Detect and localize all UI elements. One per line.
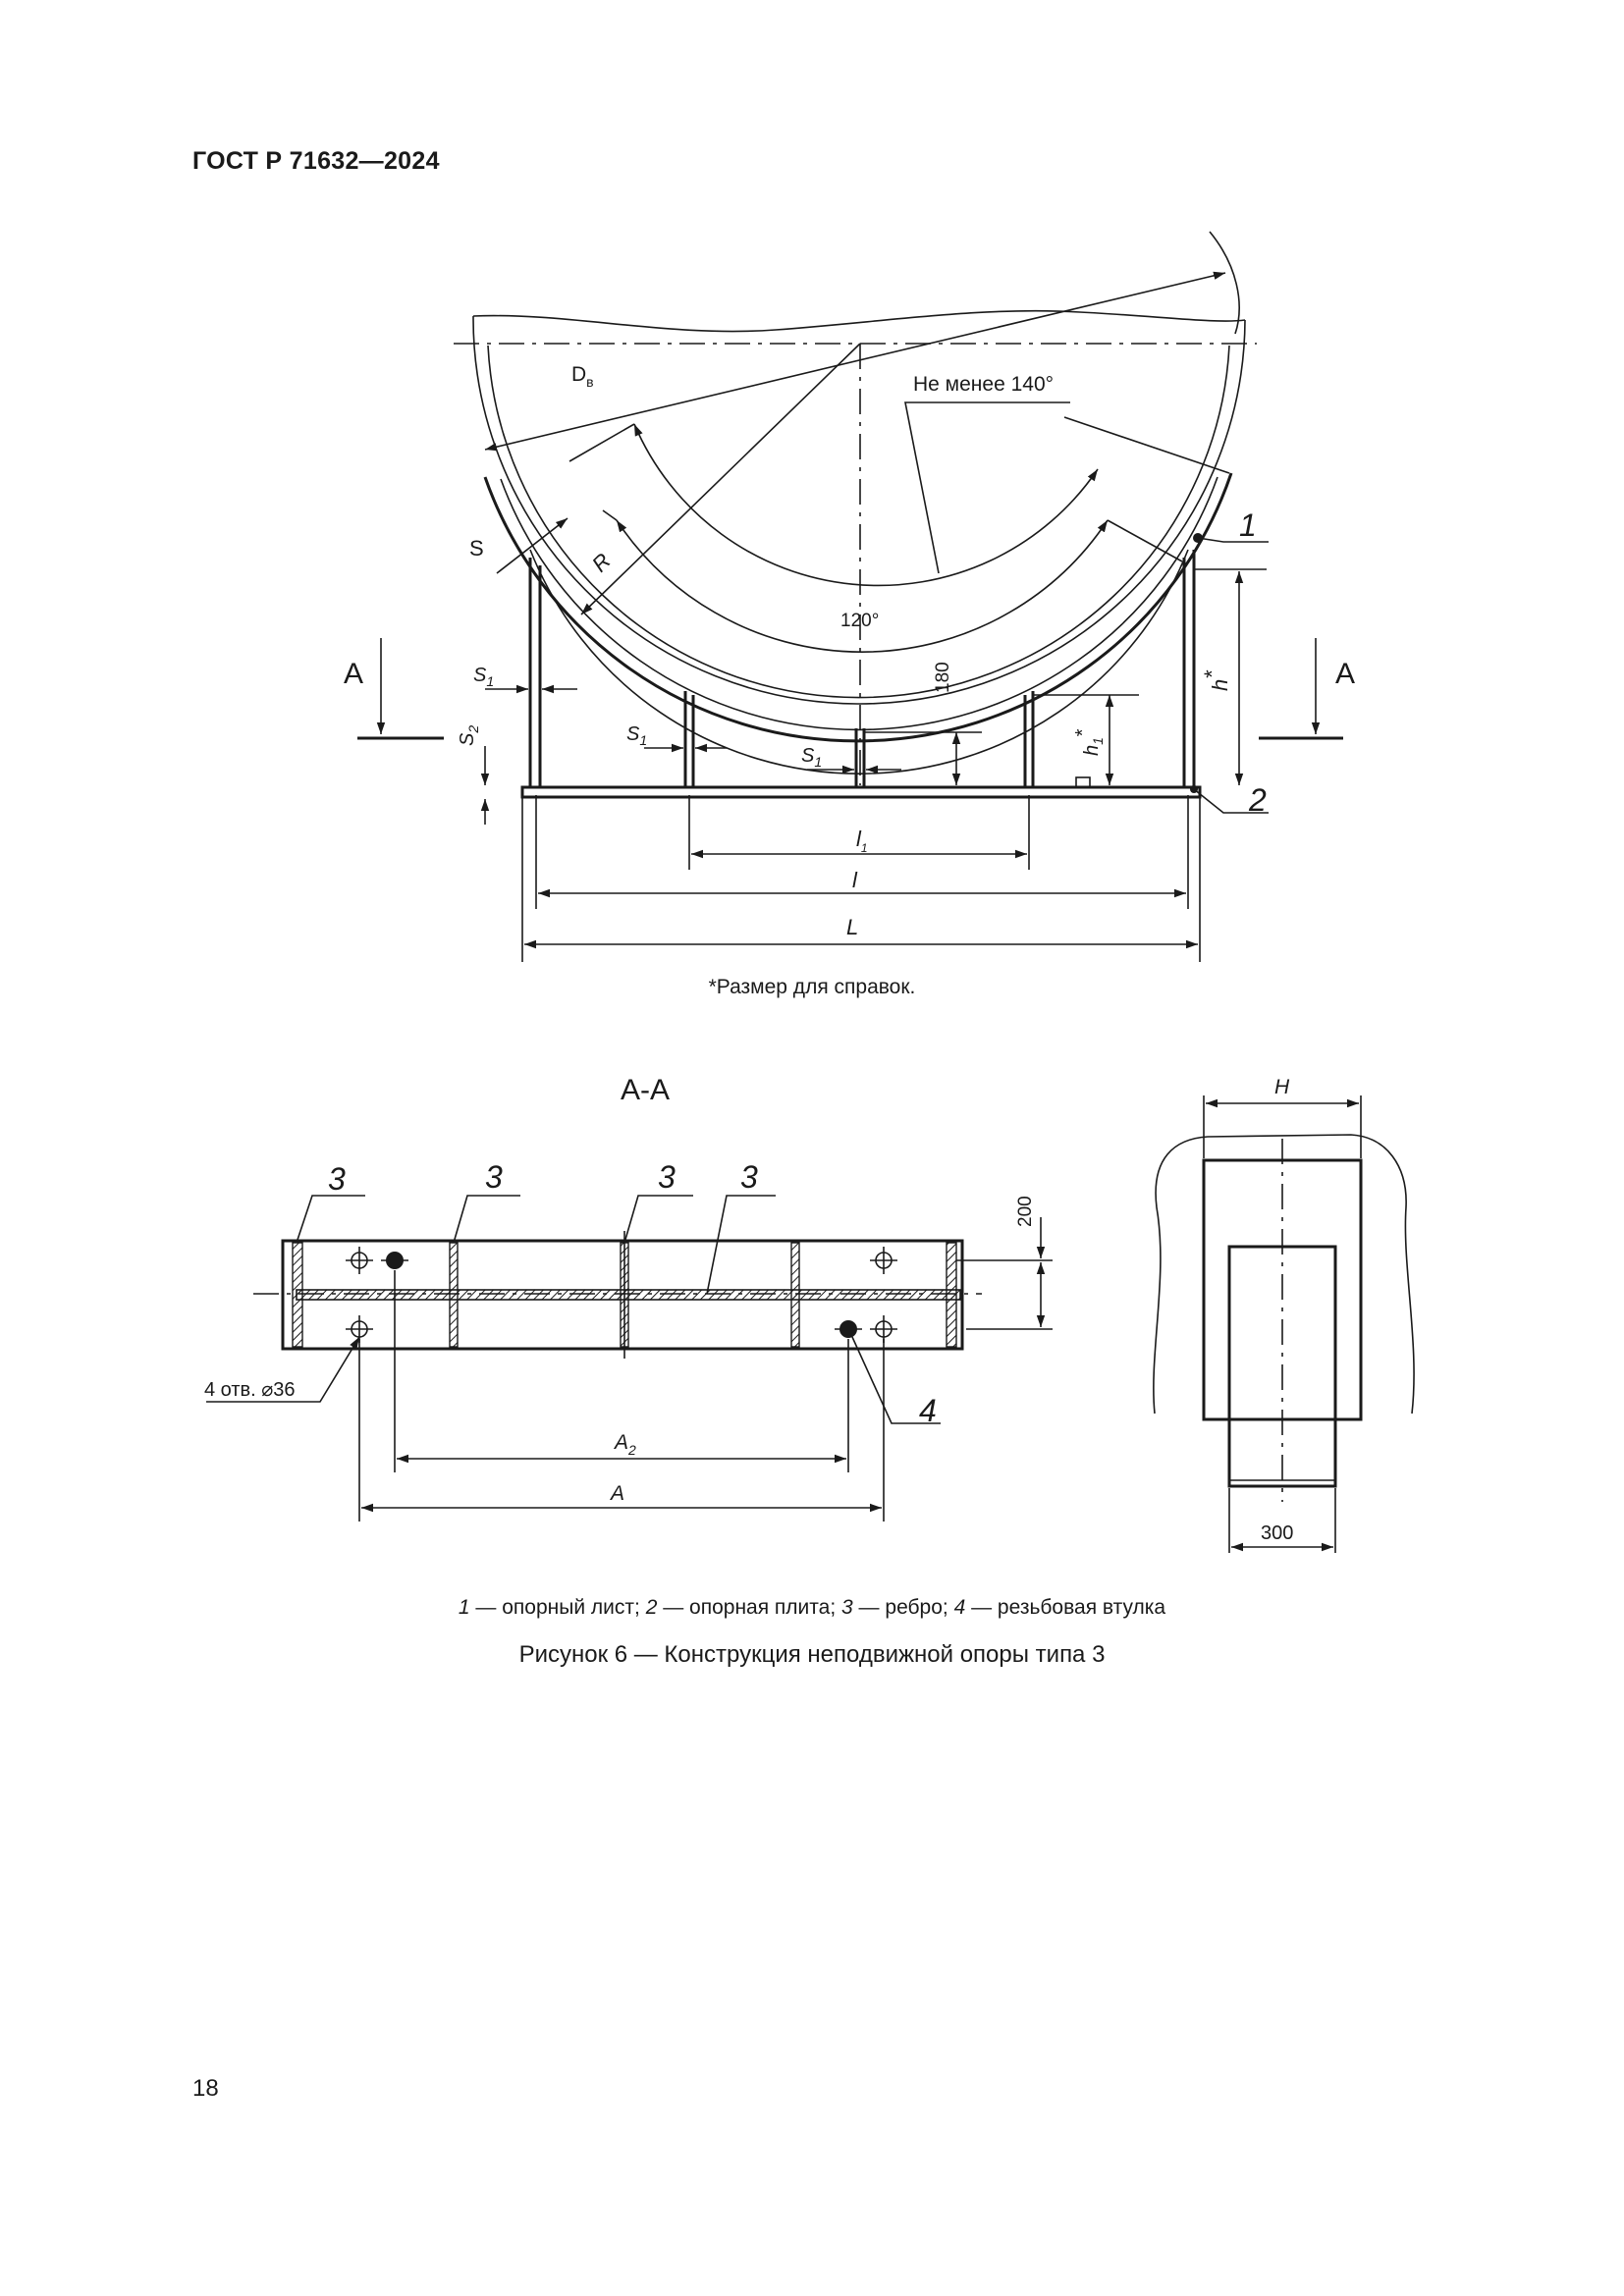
figure-legend: [0, 1596, 1624, 1620]
pipe-break-line: [473, 311, 1245, 332]
angle-140-extension-right: [1064, 417, 1229, 473]
legend-text-3: — ребро;: [852, 1596, 954, 1619]
base-plate: [522, 787, 1200, 797]
side-view: [1154, 1076, 1414, 1553]
support-sheet-outer: [485, 473, 1231, 741]
callout-3-a: 3: [328, 1161, 346, 1197]
label-s1-left: $S_1$: [473, 665, 495, 689]
callout-3-leader-b: [454, 1196, 520, 1243]
label-dim-200: 200: [1015, 1196, 1036, 1227]
label-thickness-s: S: [469, 536, 484, 561]
figure-caption: Рисунок 6 — Конструкция неподвижной опоры типа 3: [518, 1641, 1106, 1668]
label-s2: $S_2$: [457, 724, 481, 746]
label-radius: R: [586, 548, 616, 577]
callout-1-leader: [1198, 538, 1269, 542]
callout-1: 1: [1239, 507, 1257, 543]
legend-num-4: 4: [953, 1596, 966, 1619]
section-rib-end-left: [293, 1243, 302, 1347]
callout-3-leader-a: [297, 1196, 365, 1243]
label-l: l: [852, 868, 857, 892]
radius-dimension-line: [581, 344, 860, 614]
angle-140-arc: [634, 424, 1098, 585]
page-number: 18: [192, 2075, 219, 2102]
label-angle-120: 120°: [840, 611, 880, 631]
section-rib-left: [450, 1243, 458, 1347]
legend-num-3: 3: [841, 1596, 853, 1619]
section-aa-view: [204, 1074, 1053, 1522]
label-section-aa: А-А: [621, 1074, 671, 1106]
label-s1-rib: $S_1$: [626, 723, 648, 748]
section-rib-end-right: [947, 1243, 956, 1347]
callout-3-d: 3: [740, 1159, 758, 1195]
label-section-right: А: [1335, 658, 1356, 690]
legend-num-2: 2: [645, 1596, 658, 1619]
label-A: A: [611, 1482, 625, 1505]
angle-140-extension-left: [569, 424, 634, 461]
angle-120-arc: [617, 520, 1108, 652]
callout-3-leader-d: [707, 1196, 776, 1294]
label-angle-min: Не менее 140°: [913, 373, 1055, 396]
pipe-end-break-line: [1210, 232, 1239, 334]
callout-3-leader-c: [624, 1196, 693, 1243]
document-standard-header: ГОСТ Р 71632—2024: [192, 147, 440, 175]
legend-text-2: — опорная плита;: [657, 1596, 842, 1619]
label-h1: $h_1*$: [1072, 729, 1106, 756]
legend-text-1: — опорный лист;: [469, 1596, 646, 1619]
label-inner-diameter: $D_в$: [571, 363, 594, 390]
label-section-left: А: [344, 658, 364, 690]
callout-2: 2: [1249, 782, 1267, 818]
label-A2: $A_2$: [615, 1431, 636, 1458]
label-dim-180: 180: [933, 662, 953, 693]
label-holes: 4 отв. ⌀36: [204, 1379, 296, 1401]
label-h: h*: [1200, 670, 1232, 691]
angle-140-leader: [905, 402, 1070, 573]
callout-4: 4: [919, 1393, 937, 1428]
section-rib-right: [791, 1243, 799, 1347]
callout-3-c: 3: [658, 1159, 676, 1195]
label-H: H: [1274, 1076, 1290, 1098]
reference-note: *Размер для справок.: [708, 976, 916, 998]
label-l1: $l_1$: [856, 827, 868, 855]
legend-num-1: 1: [458, 1596, 470, 1619]
label-L: L: [846, 915, 859, 939]
legend-text-4: — резьбовая втулка: [965, 1596, 1166, 1619]
side-pipe-outline: [1154, 1135, 1414, 1414]
diameter-dimension-line: [485, 273, 1225, 450]
callout-3-b: 3: [485, 1159, 503, 1195]
label-dim-300: 300: [1261, 1522, 1294, 1544]
angle-120-extension-left: [603, 510, 617, 520]
label-s1-center: $S_1$: [801, 745, 823, 770]
main-view: [344, 232, 1355, 962]
